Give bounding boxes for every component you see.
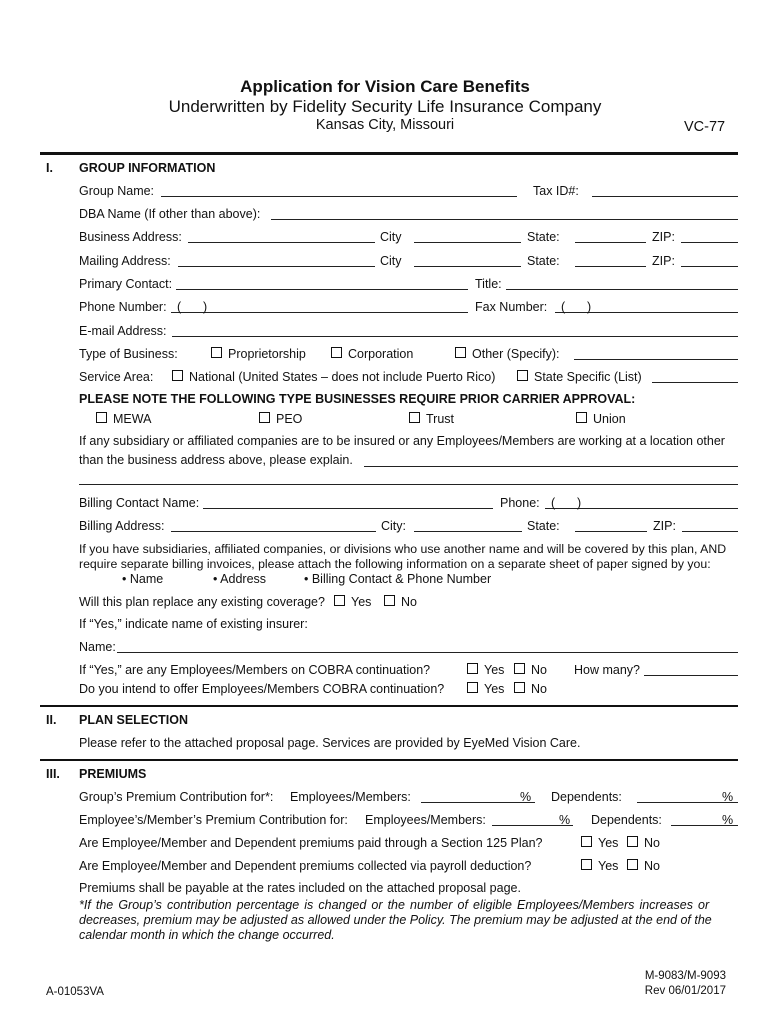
cobra2-yes-checkbox[interactable] [467, 682, 478, 693]
replace-no-checkbox[interactable] [384, 595, 395, 606]
section3-number: III. [46, 767, 60, 781]
subsidiary-explain-field[interactable] [364, 466, 738, 467]
cobra-question-2: Do you intend to offer Employees/Members COBRA continuation? [79, 682, 445, 696]
footer-revision: Rev 06/01/2017 [644, 985, 726, 997]
type-of-business-label: Type of Business: [79, 347, 178, 361]
title-label: Title: [475, 277, 502, 291]
billing-contact-field[interactable] [203, 508, 493, 509]
fax-paren-close: ) [587, 300, 592, 314]
corporation-label: Corporation [348, 347, 414, 361]
group-dependents-label: Dependents: [551, 790, 622, 804]
business-zip-field[interactable] [681, 242, 738, 243]
union-checkbox[interactable] [576, 412, 587, 423]
primary-contact-field[interactable] [176, 289, 468, 290]
section1-heading: GROUP INFORMATION [79, 161, 216, 175]
form-title: Application for Vision Care Benefits [240, 77, 530, 96]
bullet-billing-contact: • Billing Contact & Phone Number [304, 572, 492, 586]
cobra2-no-checkbox[interactable] [514, 682, 525, 693]
billing-note-1: If you have subsidiaries, affiliated companies, or divisions who use another name and will be covered by this plan, AND [79, 542, 727, 556]
plan-selection-text: Please refer to the attached proposal page. Services are provided by EyeMed Vision Care. [79, 736, 581, 750]
group-contribution-label: Group’s Premium Contribution for*: [79, 790, 274, 804]
dba-name-label: DBA Name (If other than above): [79, 207, 261, 221]
how-many-field[interactable] [644, 675, 738, 676]
group-name-field[interactable] [161, 196, 517, 197]
business-city-label: City [380, 230, 402, 244]
existing-insurer-name-field[interactable] [117, 652, 738, 653]
section2-number: II. [46, 713, 57, 727]
trust-label: Trust [426, 412, 455, 426]
fax-paren-open: ( [561, 300, 566, 314]
billing-state-field[interactable] [575, 531, 647, 532]
existing-insurer-instruction: If “Yes,” indicate name of existing insurer: [79, 617, 308, 631]
form-code: VC-77 [684, 119, 726, 135]
dba-name-field[interactable] [271, 219, 738, 220]
other-specify-label: Other (Specify): [472, 347, 560, 361]
employee-employees-percent: % [559, 813, 571, 827]
employee-employees-label: Employees/Members: [365, 813, 486, 827]
business-state-label: State: [527, 230, 560, 244]
primary-contact-label: Primary Contact: [79, 277, 173, 291]
mailing-zip-field[interactable] [681, 266, 738, 267]
billing-note-2: require separate billing invoices, please attach the following information on a separate sheet of paper signed by you: [79, 557, 711, 571]
form-subtitle: Underwritten by Fidelity Security Life Insurance Company [168, 97, 602, 116]
billing-city-field[interactable] [414, 531, 522, 532]
other-specify-field[interactable] [574, 359, 738, 360]
mailing-zip-label: ZIP: [652, 254, 675, 268]
service-area-label: Service Area: [79, 370, 154, 384]
group-employees-percent: % [520, 790, 532, 804]
footer-form-code: A-01053VA [46, 986, 104, 998]
footnote-line-3: calendar month in which the change occurred. [79, 928, 335, 942]
section2-heading: PLAN SELECTION [79, 713, 189, 727]
payroll-question: Are Employee/Member and Dependent premiums collected via payroll deduction? [79, 859, 532, 873]
group-name-label: Group Name: [79, 184, 155, 198]
title-field[interactable] [506, 289, 738, 290]
state-specific-label: State Specific (List) [534, 370, 642, 384]
existing-insurer-name-label: Name: [79, 640, 116, 654]
fax-number-label: Fax Number: [475, 300, 548, 314]
subsidiary-text-1: If any subsidiary or affiliated companies are to be insured or any Employees/Members are working at a location other [79, 434, 725, 448]
approval-notice: PLEASE NOTE THE FOLLOWING TYPE BUSINESSES REQUIRE PRIOR CARRIER APPROVAL: [79, 392, 636, 406]
national-label: National (United States – does not include Puerto Rico) [189, 370, 496, 384]
mailing-address-field[interactable] [178, 266, 375, 267]
section125-yes-checkbox[interactable] [581, 836, 592, 847]
business-zip-label: ZIP: [652, 230, 675, 244]
business-address-field[interactable] [188, 242, 375, 243]
form-location: Kansas City, Missouri [315, 117, 455, 133]
section3-heading: PREMIUMS [79, 767, 147, 781]
billing-state-label: State: [527, 519, 560, 533]
cobra1-yes-label: Yes [484, 663, 505, 677]
billing-phone-label: Phone: [500, 496, 540, 510]
corporation-checkbox[interactable] [331, 347, 342, 358]
mailing-city-label: City [380, 254, 402, 268]
cobra2-no-label: No [531, 682, 547, 696]
phone-paren-open: ( [177, 300, 182, 314]
mewa-label: MEWA [113, 412, 152, 426]
billing-paren-open: ( [551, 496, 556, 510]
group-employees-label: Employees/Members: [290, 790, 411, 804]
cobra2-yes-label: Yes [484, 682, 505, 696]
footnote-line-1: *If the Group’s contribution percentage is changed or the number of eligible Employees/Members increases or [79, 898, 710, 912]
section2-rule [40, 705, 738, 707]
mailing-state-field[interactable] [575, 266, 646, 267]
payroll-yes-checkbox[interactable] [581, 859, 592, 870]
section125-no-checkbox[interactable] [627, 836, 638, 847]
subsidiary-explain-field-2[interactable] [79, 484, 738, 485]
footnote-line-2: decreases, premium may be adjusted as allowed under the Policy. The premium may be adjusted at the end of the [79, 913, 712, 927]
footer-plan-codes: M-9083/M-9093 [644, 970, 726, 982]
cobra1-no-label: No [531, 663, 547, 677]
email-field[interactable] [172, 336, 738, 337]
billing-zip-label: ZIP: [653, 519, 676, 533]
business-state-field[interactable] [575, 242, 646, 243]
replace-coverage-question: Will this plan replace any existing coverage? [79, 595, 325, 609]
replace-yes-checkbox[interactable] [334, 595, 345, 606]
payroll-yes-label: Yes [598, 859, 619, 873]
union-label: Union [593, 412, 626, 426]
replace-yes-label: Yes [351, 595, 372, 609]
phone-number-label: Phone Number: [79, 300, 167, 314]
mailing-city-field[interactable] [414, 266, 521, 267]
header-rule [40, 152, 738, 155]
employee-dependents-label: Dependents: [591, 813, 662, 827]
email-label: E-mail Address: [79, 324, 167, 338]
cobra1-no-checkbox[interactable] [514, 663, 525, 674]
proprietorship-label: Proprietorship [228, 347, 306, 361]
bullet-name: • Name [122, 572, 164, 586]
other-business-checkbox[interactable] [455, 347, 466, 358]
trust-checkbox[interactable] [409, 412, 420, 423]
phone-paren-close: ) [203, 300, 208, 314]
mailing-state-label: State: [527, 254, 560, 268]
business-city-field[interactable] [414, 242, 521, 243]
billing-contact-label: Billing Contact Name: [79, 496, 200, 510]
payroll-no-checkbox[interactable] [627, 859, 638, 870]
section3-rule [40, 759, 738, 761]
section125-yes-label: Yes [598, 836, 619, 850]
tax-id-label: Tax ID#: [533, 184, 579, 198]
section1-number: I. [46, 161, 53, 175]
how-many-label: How many? [574, 663, 640, 677]
employee-contribution-label: Employee’s/Member’s Premium Contribution for: [79, 813, 348, 827]
billing-address-label: Billing Address: [79, 519, 165, 533]
billing-address-field[interactable] [171, 531, 376, 532]
state-specific-checkbox[interactable] [517, 370, 528, 381]
billing-paren-close: ) [577, 496, 582, 510]
mailing-address-label: Mailing Address: [79, 254, 171, 268]
national-checkbox[interactable] [172, 370, 183, 381]
proprietorship-checkbox[interactable] [211, 347, 222, 358]
peo-label: PEO [276, 412, 303, 426]
mewa-checkbox[interactable] [96, 412, 107, 423]
billing-city-label: City: [381, 519, 406, 533]
billing-phone-field[interactable] [545, 508, 738, 509]
group-employees-percent-field[interactable] [421, 802, 535, 803]
cobra-question-1: If “Yes,” are any Employees/Members on COBRA continuation? [79, 663, 431, 677]
state-specific-field[interactable] [652, 382, 738, 383]
cobra1-yes-checkbox[interactable] [467, 663, 478, 674]
employee-dependents-percent: % [722, 813, 734, 827]
section125-no-label: No [644, 836, 660, 850]
fax-number-field[interactable] [555, 312, 738, 313]
group-dependents-percent: % [722, 790, 734, 804]
business-address-label: Business Address: [79, 230, 182, 244]
billing-zip-field[interactable] [682, 531, 738, 532]
payroll-no-label: No [644, 859, 660, 873]
subsidiary-text-2: than the business address above, please explain. [79, 453, 353, 467]
phone-number-field[interactable] [171, 312, 468, 313]
replace-no-label: No [401, 595, 417, 609]
peo-checkbox[interactable] [259, 412, 270, 423]
bullet-address: • Address [213, 572, 267, 586]
rates-note: Premiums shall be payable at the rates included on the attached proposal page. [79, 881, 521, 895]
tax-id-field[interactable] [592, 196, 738, 197]
section125-question: Are Employee/Member and Dependent premiums paid through a Section 125 Plan? [79, 836, 543, 850]
